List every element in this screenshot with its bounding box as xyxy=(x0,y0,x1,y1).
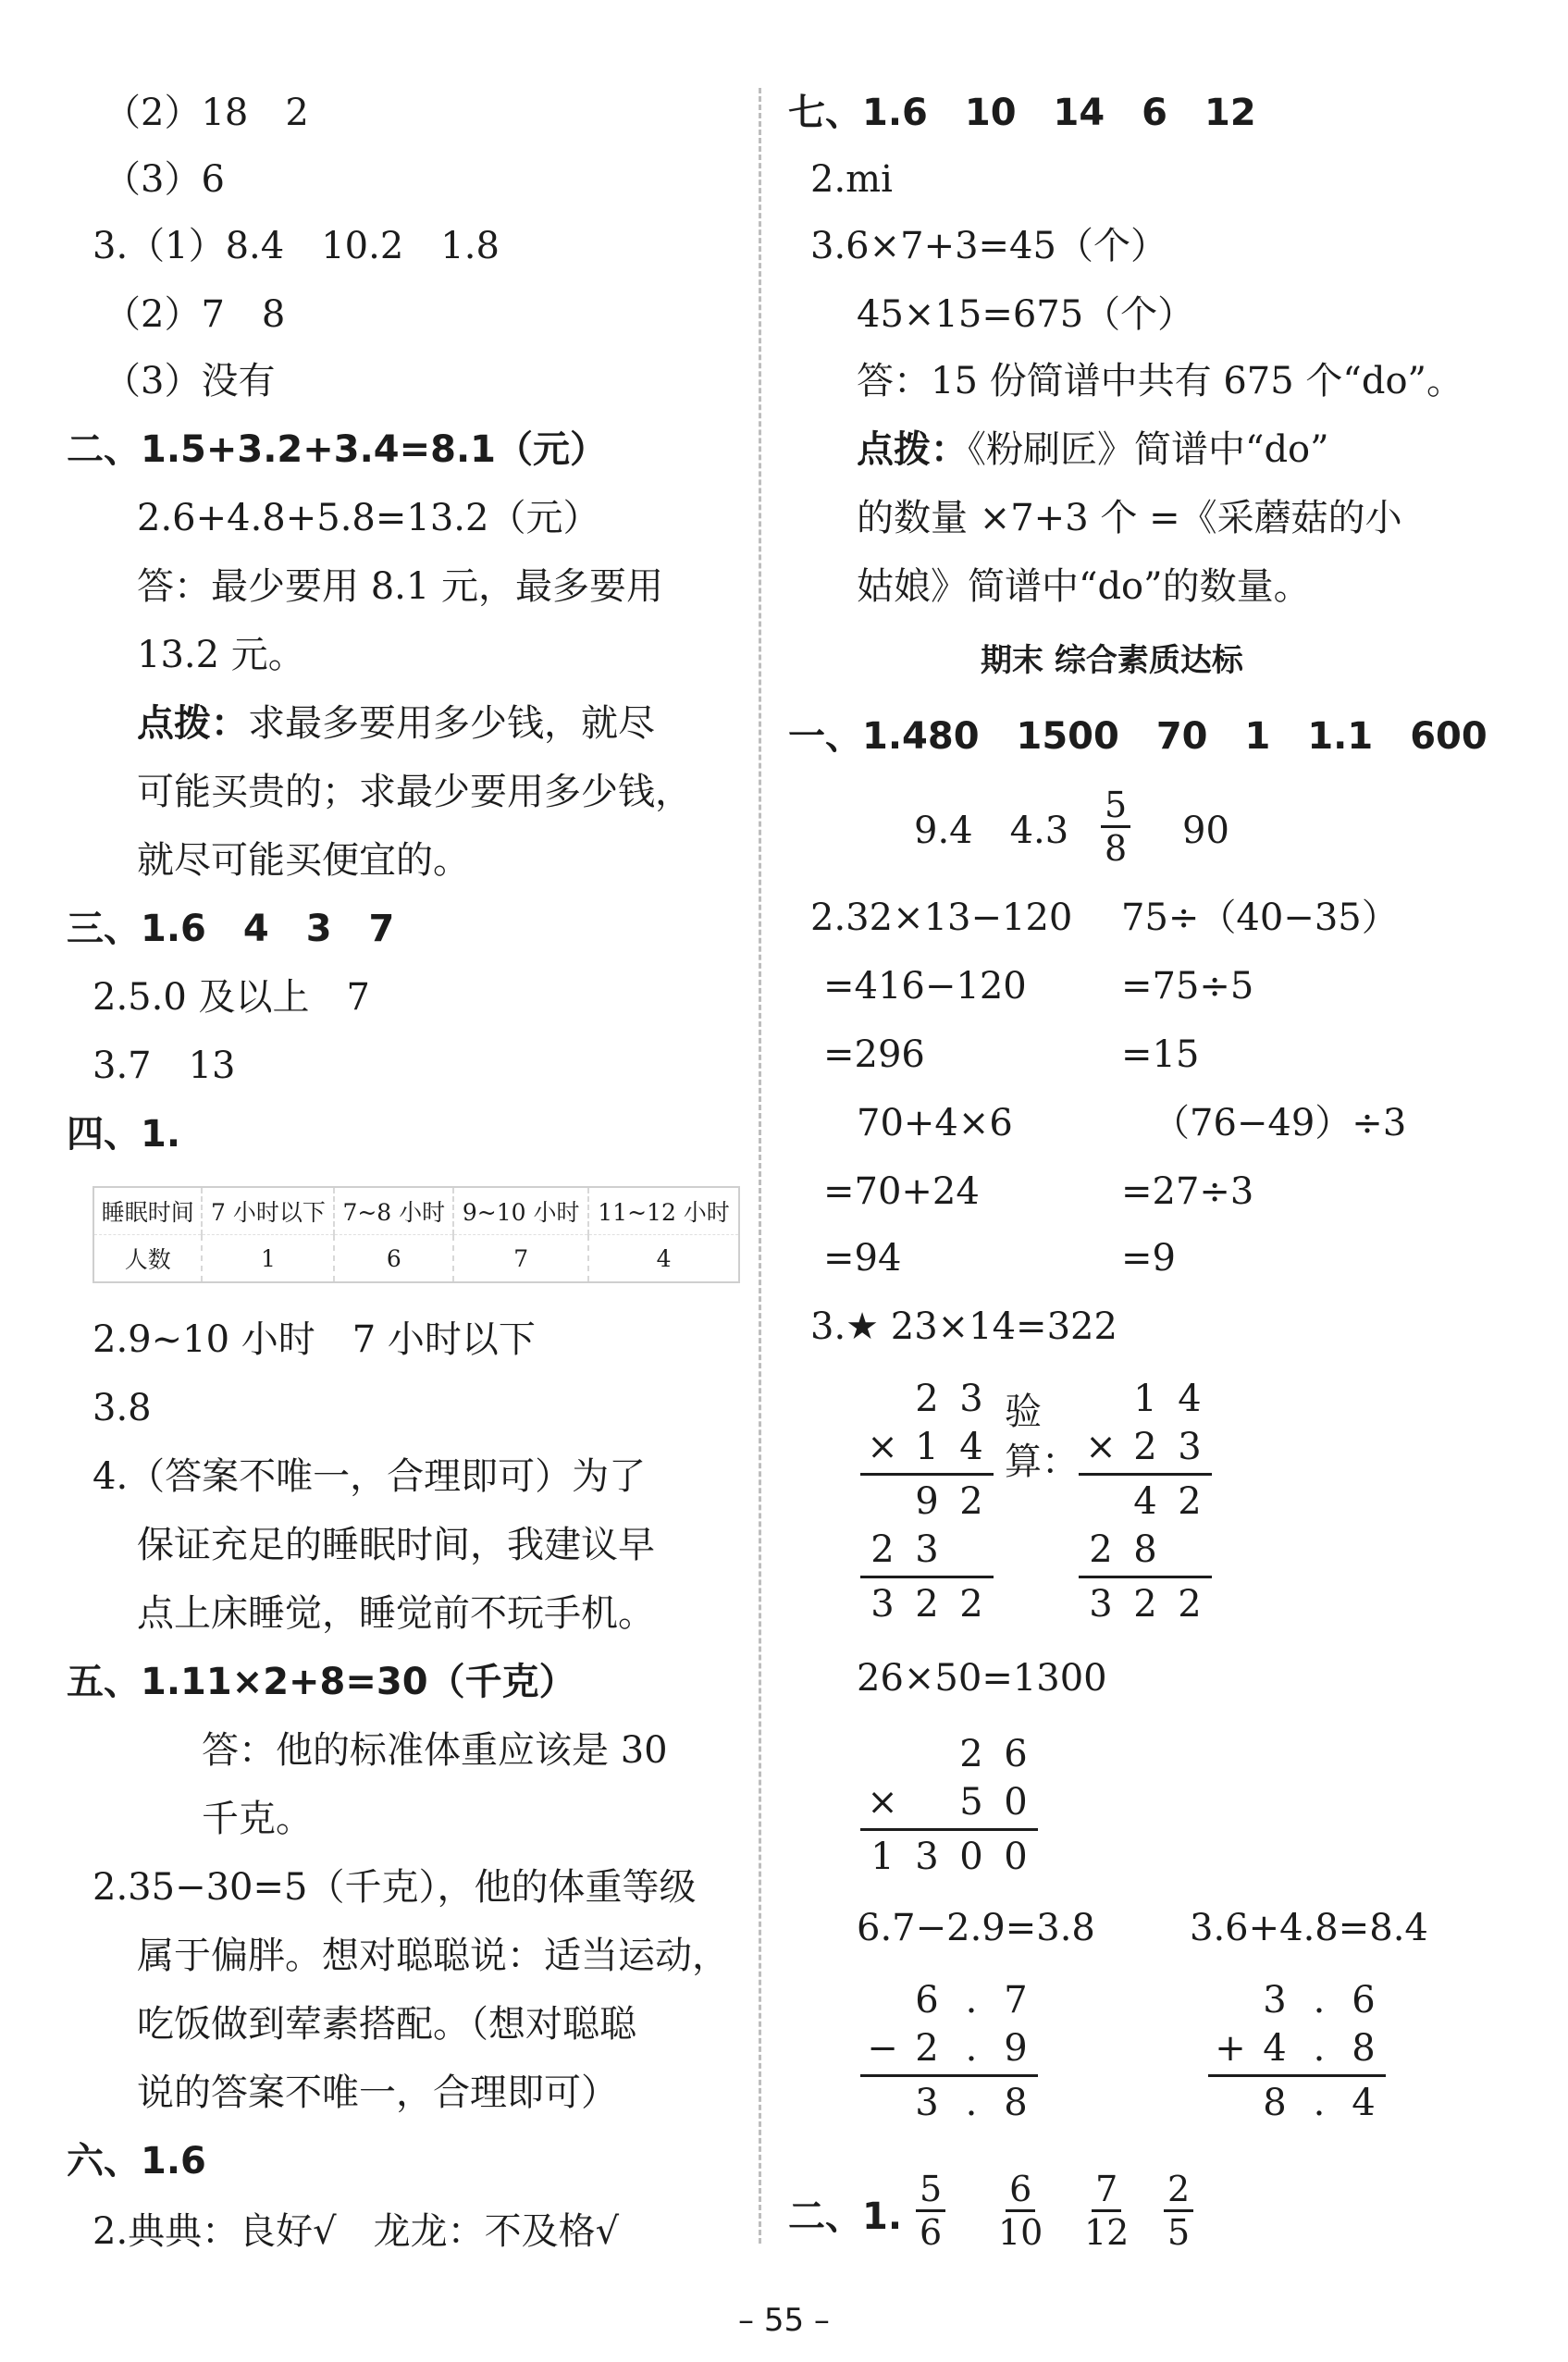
table-cell: 1 xyxy=(202,1235,334,1283)
calc-rule xyxy=(860,1473,994,1476)
answer-line: 2.典典：良好√ 龙龙：不及格√ xyxy=(93,2210,620,2253)
digit-cell: × xyxy=(867,1781,898,1824)
calc-line: =416−120 xyxy=(823,965,1027,1008)
digit-cell: 3 xyxy=(959,1378,983,1420)
calc-row xyxy=(1208,2024,1386,2072)
calc-line: =70+24 xyxy=(823,1170,980,1213)
calc-row xyxy=(860,1833,1038,1881)
vertical-subtraction xyxy=(860,1976,1038,2127)
tip-text: 《粉刷匠》简谱中“do” xyxy=(968,428,1329,471)
digit-cell: . xyxy=(1313,1979,1326,2022)
digit-cell: × xyxy=(867,1426,898,1468)
digit-cell: . xyxy=(965,1979,978,2022)
digit-cell: 1 xyxy=(1133,1378,1157,1420)
answer-line: 3.6×7+3=45（个） xyxy=(810,225,1167,267)
page-number: – 55 – xyxy=(738,2302,830,2339)
calc-line: 3.★ 23×14=322 xyxy=(810,1305,1117,1348)
fraction xyxy=(994,2169,1046,2253)
answer-line: （3）没有 xyxy=(104,360,276,402)
fraction-denominator: 10 xyxy=(998,2212,1043,2253)
calc-line: 75÷（40−35） xyxy=(1121,897,1399,939)
table-cell: 6 xyxy=(334,1235,453,1283)
digit-cell: 2 xyxy=(1178,1480,1202,1523)
digit-cell: . xyxy=(965,2027,978,2070)
calc-line: 2.32×13−120 xyxy=(810,897,1073,939)
vertical-multiplication-check xyxy=(1079,1375,1212,1628)
fraction xyxy=(1101,785,1130,869)
tip-label: 点拨： xyxy=(857,428,968,471)
digit-cell: 2 xyxy=(1178,1583,1202,1626)
table-cell: 7 xyxy=(453,1235,588,1283)
section-six-line: 六、1.6 xyxy=(67,2140,206,2183)
calc-row xyxy=(1079,1375,1212,1423)
calc-row xyxy=(1079,1580,1212,1628)
digit-cell: + xyxy=(1215,2027,1246,2070)
digit-cell: 2 xyxy=(959,1583,983,1626)
digit-cell: 0 xyxy=(1004,1781,1028,1824)
calc-row xyxy=(1208,1976,1386,2024)
table-cell: 11~12 小时 xyxy=(588,1187,739,1235)
answer-line: 2.5.0 及以上 7 xyxy=(93,976,370,1019)
digit-cell: 4 xyxy=(1352,2082,1376,2124)
check-label: 验 xyxy=(1005,1391,1042,1433)
digit-cell: 0 xyxy=(1004,1836,1028,1878)
calc-line: =296 xyxy=(823,1033,925,1076)
digit-cell: . xyxy=(1313,2082,1326,2124)
fraction-denominator: 12 xyxy=(1084,2212,1130,2253)
digit-cell: 3 xyxy=(915,1836,939,1878)
fraction xyxy=(916,2169,945,2253)
digit-cell: . xyxy=(965,2082,978,2124)
table-cell: 7 小时以下 xyxy=(202,1187,334,1235)
answer-line: 千克。 xyxy=(202,1798,313,1840)
fraction-denominator: 5 xyxy=(1167,2212,1191,2253)
digit-cell: 4 xyxy=(1133,1480,1157,1523)
digit-cell: 8 xyxy=(1263,2082,1287,2124)
section-seven-line: 七、1.6 10 14 6 12 xyxy=(788,92,1256,134)
calc-rule xyxy=(860,2074,1038,2077)
calc-row xyxy=(860,1976,1038,2024)
answer-line: 2.35−30=5（千克），他的体重等级 xyxy=(93,1866,697,1909)
digit-cell: 3 xyxy=(915,2082,939,2124)
fraction-denominator: 8 xyxy=(1105,828,1128,869)
final-section-two-line: 二、1. xyxy=(788,2195,903,2238)
digit-cell: 2 xyxy=(870,1528,895,1571)
answer-line: 4.（答案不唯一，合理即可）为了 xyxy=(93,1455,647,1498)
digit-cell: 2 xyxy=(1089,1528,1113,1571)
answer-line: 的数量 ×7+3 个 =《采蘑菇的小 xyxy=(857,497,1402,539)
vertical-addition xyxy=(1208,1976,1386,2127)
calc-line: 6.7−2.9=3.8 xyxy=(857,1907,1095,1949)
fraction xyxy=(1080,2169,1132,2253)
digit-cell: 4 xyxy=(1178,1378,1202,1420)
answer-line: 说的答案不唯一，合理即可） xyxy=(137,2071,618,2114)
table-row xyxy=(93,1235,739,1283)
calc-row xyxy=(860,1580,994,1628)
answer-line: 答：最少要用 8.1 元，最多要用 xyxy=(137,565,664,608)
answer-line: 属于偏胖。想对聪聪说：适当运动， xyxy=(137,1935,729,1977)
digit-cell: 9 xyxy=(915,1480,939,1523)
section-three-line: 三、1.6 4 3 7 xyxy=(67,908,395,950)
digit-cell: 3 xyxy=(1178,1426,1202,1468)
digit-cell: 2 xyxy=(1133,1426,1157,1468)
calc-line: （76−49）÷3 xyxy=(1153,1102,1407,1144)
digit-cell: 6 xyxy=(1004,1733,1028,1775)
section-five-line: 五、1.11×2+8=30（千克） xyxy=(67,1661,576,1703)
calc-rule xyxy=(860,1828,1038,1831)
answer-line: 姑娘》简谱中“do”的数量。 xyxy=(857,565,1311,608)
digit-cell: 2 xyxy=(959,1480,983,1523)
digit-cell: 8 xyxy=(1004,2082,1028,2124)
answer-line: （2）18 2 xyxy=(104,92,309,134)
digit-cell: − xyxy=(867,2027,898,2070)
calc-row xyxy=(860,2024,1038,2072)
calc-row xyxy=(860,1478,994,1526)
calc-line: 70+4×6 xyxy=(857,1102,1013,1144)
digit-cell: 6 xyxy=(915,1979,939,2022)
fraction xyxy=(1164,2169,1193,2253)
calc-row xyxy=(1079,1478,1212,1526)
digit-cell: 3 xyxy=(1263,1979,1287,2022)
digit-cell: 9 xyxy=(1004,2027,1028,2070)
vertical-multiplication xyxy=(860,1730,1038,1881)
column-divider xyxy=(759,88,761,2244)
digit-cell: 1 xyxy=(870,1836,895,1878)
sleep-time-table xyxy=(93,1186,740,1283)
calc-line: =75÷5 xyxy=(1121,965,1254,1008)
check-label: 算： xyxy=(1005,1441,1079,1483)
answer-line: （2）7 8 xyxy=(104,293,286,336)
digit-cell: 8 xyxy=(1352,2027,1376,2070)
answer-line: 吃饭做到荤素搭配。（想对聪聪 xyxy=(137,2003,636,2046)
digit-cell: 6 xyxy=(1352,1979,1376,2022)
table-header-row xyxy=(93,1187,739,1235)
digit-cell: × xyxy=(1085,1426,1117,1468)
vertical-multiplication xyxy=(860,1375,994,1628)
digit-cell: 3 xyxy=(915,1528,939,1571)
calc-line: =27÷3 xyxy=(1121,1170,1254,1213)
digit-cell: 3 xyxy=(870,1583,895,1626)
digit-cell: 4 xyxy=(959,1426,983,1468)
answer-line: 3.8 xyxy=(93,1387,152,1429)
fraction-numerator: 5 xyxy=(1101,785,1130,828)
section-four-line: 四、1. xyxy=(67,1113,181,1156)
section-heading: 期末 综合素质达标 xyxy=(981,642,1243,679)
calc-row xyxy=(860,1423,994,1471)
answer-line: 3.7 13 xyxy=(93,1045,236,1087)
calc-row xyxy=(860,1730,1038,1778)
tip-label: 点拨： xyxy=(137,702,248,745)
table-cell: 9~10 小时 xyxy=(453,1187,588,1235)
fraction-numerator: 6 xyxy=(1006,2169,1035,2212)
calc-line: 3.6+4.8=8.4 xyxy=(1190,1907,1428,1949)
answer-line: 3.（1）8.4 10.2 1.8 xyxy=(93,225,500,267)
digit-cell: 2 xyxy=(915,2027,939,2070)
digit-cell: 3 xyxy=(1089,1583,1113,1626)
answer-line: 点上床睡觉，睡觉前不玩手机。 xyxy=(137,1592,655,1635)
tip-text: 求最多要用多少钱，就尽 xyxy=(248,702,655,745)
fraction-numerator: 5 xyxy=(916,2169,945,2212)
fraction-numerator: 7 xyxy=(1092,2169,1121,2212)
calc-line: =15 xyxy=(1121,1033,1200,1076)
tip-line xyxy=(857,426,1329,474)
digit-cell: 0 xyxy=(959,1836,983,1878)
answer-line: 2.6+4.8+5.8=13.2（元） xyxy=(137,497,600,539)
calc-row xyxy=(860,1375,994,1423)
answer-line: 就尽可能买便宜的。 xyxy=(137,839,470,882)
digit-cell: 8 xyxy=(1133,1528,1157,1571)
calc-row xyxy=(860,1778,1038,1826)
digit-cell: 2 xyxy=(915,1583,939,1626)
section-two-line: 二、1.5+3.2+3.4=8.1（元） xyxy=(67,428,607,471)
calc-row xyxy=(1079,1423,1212,1471)
answer-line: 答：15 份简谱中共有 675 个“do”。 xyxy=(857,360,1463,402)
calc-line: =94 xyxy=(823,1237,902,1280)
calc-line: =9 xyxy=(1121,1237,1176,1280)
tip-line xyxy=(137,699,655,748)
calc-row xyxy=(860,2079,1038,2127)
final-section-one-line: 一、1.480 1500 70 1 1.1 600 xyxy=(788,715,1488,758)
digit-cell: . xyxy=(1313,2027,1326,2070)
table-cell: 睡眠时间 xyxy=(93,1187,202,1235)
answer-line: 2.mi xyxy=(810,158,893,201)
answer-line: 13.2 元。 xyxy=(137,634,305,676)
table-cell: 7~8 小时 xyxy=(334,1187,453,1235)
table-cell: 4 xyxy=(588,1235,739,1283)
calc-rule xyxy=(860,1576,994,1578)
answer-line: 45×15=675（个） xyxy=(857,293,1195,336)
answer-line: 90 xyxy=(1182,810,1229,852)
digit-cell: 2 xyxy=(915,1378,939,1420)
calc-row xyxy=(1208,2079,1386,2127)
answer-line: 答：他的标准体重应该是 30 xyxy=(202,1729,668,1772)
digit-cell: 1 xyxy=(915,1426,939,1468)
answer-line: 2.9~10 小时 7 小时以下 xyxy=(93,1318,536,1361)
calc-rule xyxy=(1079,1576,1212,1578)
digit-cell: 5 xyxy=(959,1781,983,1824)
digit-cell: 7 xyxy=(1004,1979,1028,2022)
digit-cell: 4 xyxy=(1263,2027,1287,2070)
fraction-denominator: 6 xyxy=(920,2212,943,2253)
calc-rule xyxy=(1079,1473,1212,1476)
fraction-numerator: 2 xyxy=(1164,2169,1193,2212)
answer-line: 可能买贵的；求最少要用多少钱， xyxy=(137,771,692,813)
answer-line: 保证充足的睡眠时间，我建议早 xyxy=(137,1524,655,1566)
answer-line: 9.4 4.3 xyxy=(914,810,1069,852)
calc-rule xyxy=(1208,2074,1386,2077)
calc-row xyxy=(1079,1526,1212,1574)
calc-line: 26×50=1300 xyxy=(857,1657,1107,1700)
digit-cell: 2 xyxy=(1133,1583,1157,1626)
answer-line: （3）6 xyxy=(104,158,225,201)
table-cell: 人数 xyxy=(124,1246,171,1273)
digit-cell: 2 xyxy=(959,1733,983,1775)
calc-row xyxy=(860,1526,994,1574)
